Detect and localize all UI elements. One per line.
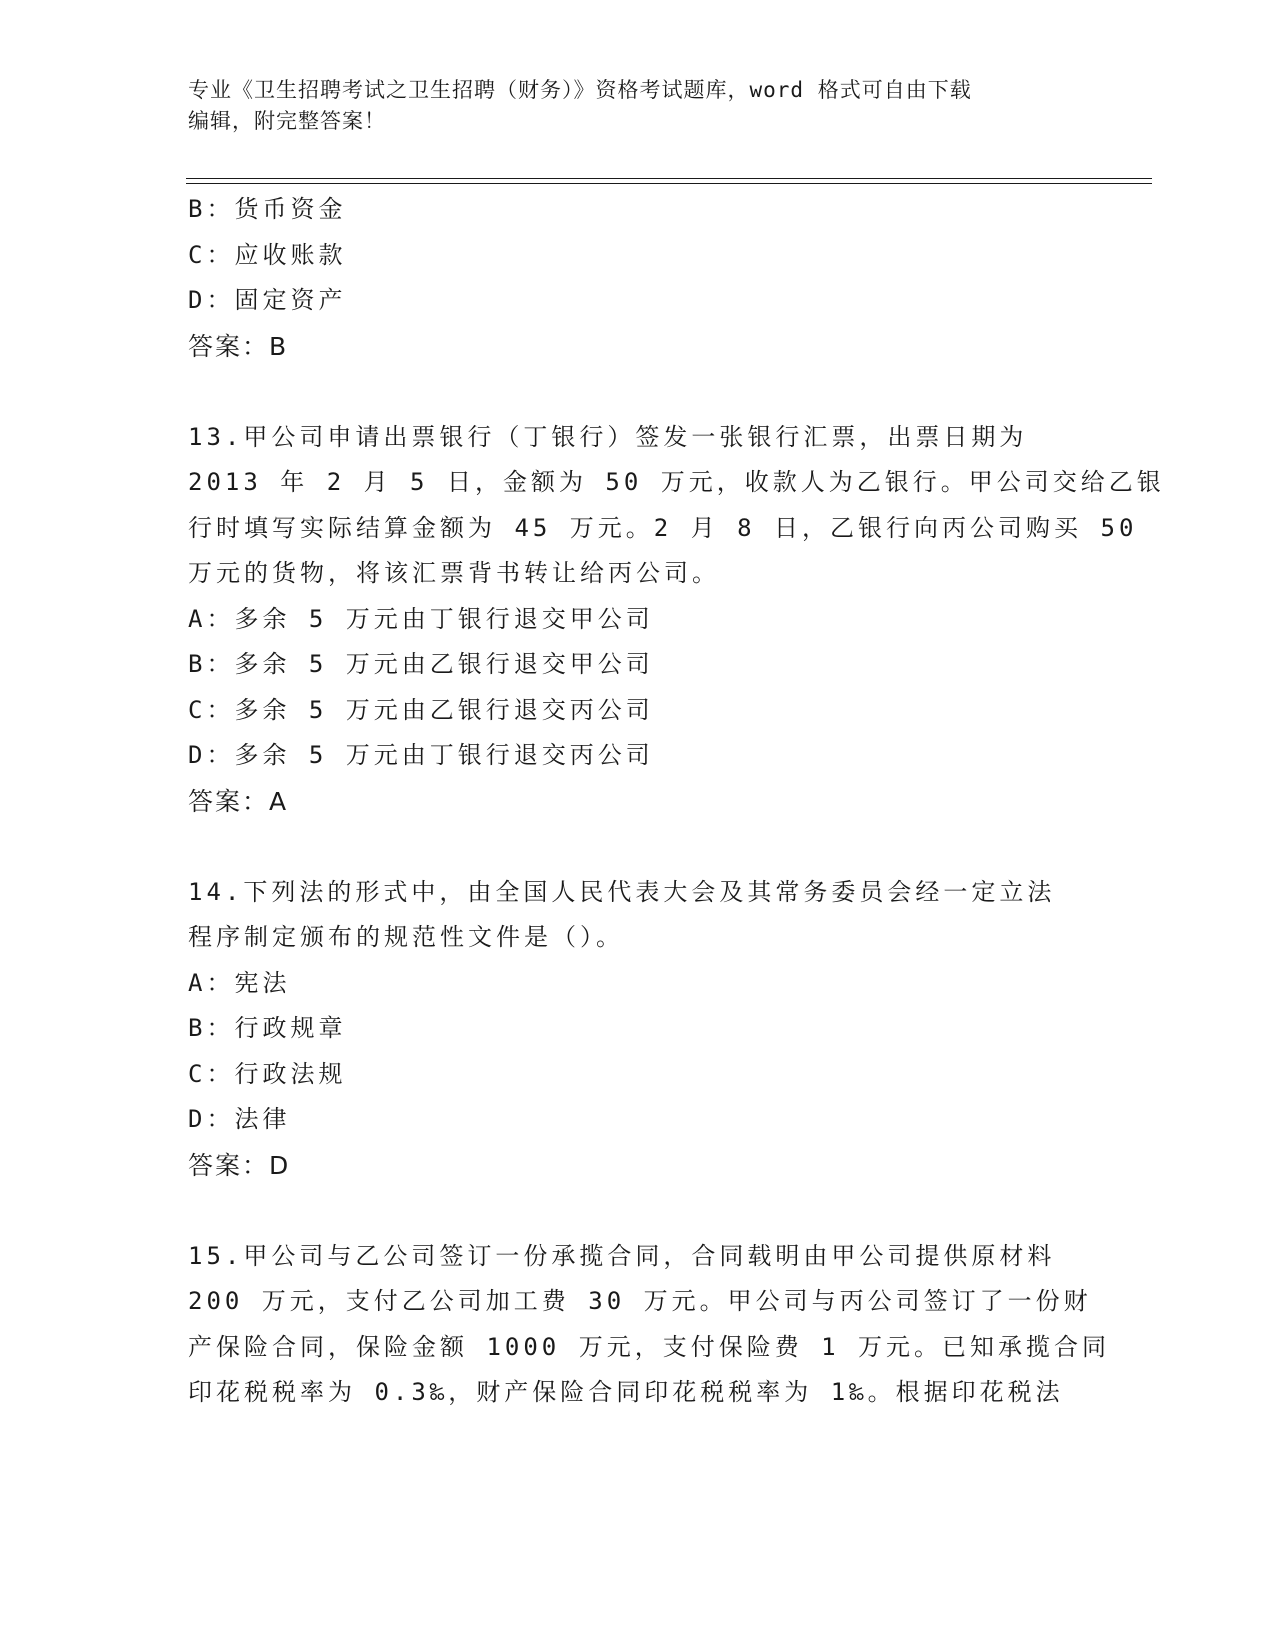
q14-stem-line-2: 程序制定颁布的规范性文件是（）。: [188, 923, 624, 951]
q13-answer: 答案：A: [188, 786, 289, 816]
spacer: [188, 1188, 1088, 1234]
q12-option-b: B：货币资金: [188, 195, 347, 223]
header-rule-top: [186, 178, 1152, 179]
page-header: [188, 75, 1088, 137]
question-12-fragment: [188, 187, 1088, 369]
q12-option-d: D：固定资产: [188, 286, 347, 314]
q13-option-d: D：多余 5 万元由丁银行退交丙公司: [188, 741, 654, 769]
header-line-2: 编辑，附完整答案！: [188, 109, 386, 133]
q14-option-c: C：行政法规: [188, 1059, 347, 1088]
spacer: [188, 369, 1088, 415]
q15-stem-line-1: 15.甲公司与乙公司签订一份承揽合同，合同载明由甲公司提供原材料: [188, 1241, 1056, 1270]
q13-stem-line-1: 13.甲公司申请出票银行（丁银行）签发一张银行汇票，出票日期为: [188, 422, 1028, 451]
q14-option-b: B：行政规章: [188, 1014, 347, 1042]
q15-stem-line-3: 产保险合同，保险金额 1000 万元，支付保险费 1 万元。已知承揽合同: [188, 1332, 1111, 1361]
q14-option-d: D：法律: [188, 1105, 291, 1133]
q13-option-b: B：多余 5 万元由乙银行退交甲公司: [188, 650, 654, 678]
header-rule-bottom: [186, 183, 1152, 184]
q13-option-c: C：多余 5 万元由乙银行退交丙公司: [188, 695, 654, 724]
document-body: [188, 187, 1165, 1416]
q15-stem-line-4: 印花税税率为 0.3‰，财产保险合同印花税税率为 1‰。根据印花税法: [188, 1378, 1064, 1406]
q13-stem-line-3: 行时填写实际结算金额为 45 万元。2 月 8 日，乙银行向丙公司购买 50: [188, 513, 1138, 542]
header-line-1: 专业《卫生招聘考试之卫生招聘（财务）》资格考试题库，word 格式可自由下载: [188, 78, 972, 102]
q14-stem-line-1: 14.下列法的形式中，由全国人民代表大会及其常务委员会经一定立法: [188, 877, 1056, 906]
spacer: [188, 824, 1088, 870]
q13-stem-line-2: 2013 年 2 月 5 日，金额为 50 万元，收款人为乙银行。甲公司交给乙银: [188, 468, 1165, 496]
q13-option-a: A：多余 5 万元由丁银行退交甲公司: [188, 604, 654, 633]
q15-stem-line-2: 200 万元，支付乙公司加工费 30 万元。甲公司与丙公司签订了一份财: [188, 1287, 1092, 1315]
q12-answer: 答案：B: [188, 331, 289, 361]
question-15: [188, 1234, 1111, 1416]
q14-answer: 答案：D: [188, 1150, 291, 1180]
question-13: [188, 415, 1165, 825]
q13-stem-line-4: 万元的货物，将该汇票背书转让给丙公司。: [188, 559, 720, 587]
question-14: [188, 870, 1088, 1189]
q14-option-a: A：宪法: [188, 968, 291, 997]
q12-option-c: C：应收账款: [188, 240, 347, 269]
